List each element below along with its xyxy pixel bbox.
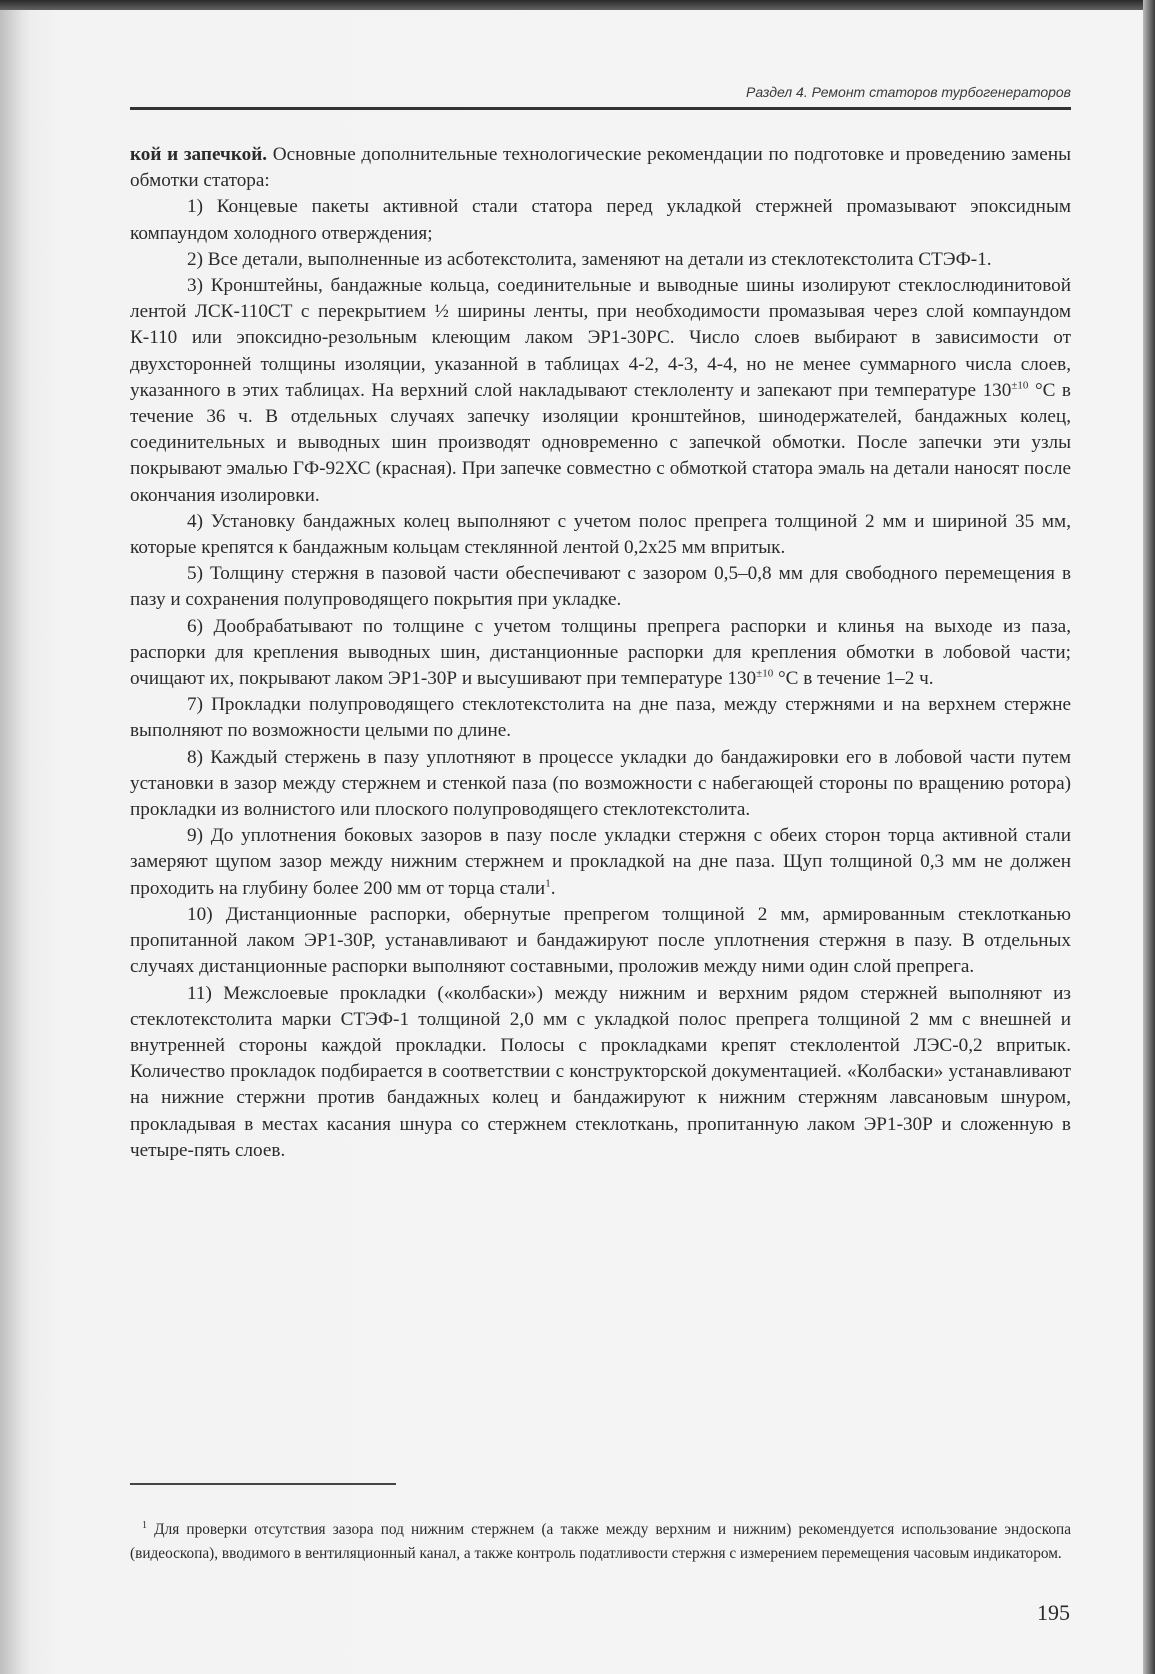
list-item-5: 5) Толщину стержня в пазовой части обеспечивают с зазором 0,5–0,8 мм для свободного перемещения в пазу и сохранения полупроводящего покрытия при укладке. xyxy=(130,563,1071,611)
scan-edge-right xyxy=(1143,0,1155,1674)
footnote-text: Для проверки отсутствия зазора под нижним стержнем (а также между верхним и нижним) рекомендуется использование эндоскопа (видеоскопа), вводимого в вентиляционный канал, а также контроль податливости стержня с измерением перемещения часовым индикатором. xyxy=(130,1521,1072,1562)
tolerance-superscript: ±10 xyxy=(756,667,774,680)
footnote xyxy=(130,1518,1071,1565)
footnote-rule xyxy=(130,1483,396,1485)
intro-text: Основные дополнительные технологические рекомендации по подготовке и проведению замены обмотки статора: xyxy=(130,144,1071,192)
footnote-mark: 1 xyxy=(142,1519,147,1531)
list-item-9: 9) До уплотнения боковых зазоров в пазу после укладки стержня с обеих сторон торца активной стали замеряют щупом зазор между нижним стержнем и прокладкой на дне паза. Щуп толщиной 0,3 мм не должен проходить на глубину более 200 мм от торца стали$^1$. xyxy=(130,825,1071,899)
list-item-11: 11) Межслоевые прокладки («колбаски») между нижним и верхним рядом стержней выполняют из стеклотекстолита марки СТЭФ-1 толщиной 2,0 мм с укладкой полос препрега толщиной 2 мм с внешней и внутренней стороны каждой прокладки. Полосы с прокладками крепят стеклолентой ЛЭС-0,2 впритык. Количество прокладок подбирается в соответствии с конструкторской документацией. «Колбаски» устанавливают на нижние стержни против бандажных колец и бандажируют к нижним стержням лавсановым шнуром, прокладывая в местах касания шнура со стержнем стеклоткань, пропитанную лаком ЭР1-30Р и сложенную в четыре-пять слоев. xyxy=(130,982,1071,1161)
header-rule xyxy=(130,107,1071,110)
list-item-8: 8) Каждый стержень в пазу уплотняют в процессе укладки до бандажировки его в лобовой части путем установки в зазор между стержнем и стенкой паза (по возможности с набегающей стороны по вращению ротора) прокладки из волнистого или плоского полупроводящего стеклотекстолита. xyxy=(130,746,1071,821)
book-page xyxy=(0,10,1143,1674)
main-text xyxy=(130,142,1071,1164)
intro-bold: кой и запечкой. xyxy=(130,144,268,165)
page-number: 195 xyxy=(1037,1600,1070,1625)
intro-paragraph xyxy=(130,142,1071,194)
list-item-3: 3) Кронштейны, бандажные кольца, соединительные и выводные шины изолируют стеклослюдинитовой лентой ЛСК-110СТ с перекрытием ½ ширины ленты, при необходимости промазывая через слой компаундом К-110 или эпоксидно-резольным клеющим лаком ЭР1-30РС. Число слоев выбирают в зависимости от двухсторонней толщины изоляции, указанной в таблицах 4-2, 4-3, 4-4, но не менее суммарного числа слоев, указанного в этих таблицах. На верхний слой накладывают стеклоленту и запекают при температуре $130^{\pm 10}$ °С в течение 36 ч. В отдельных случаях запечку изоляции кронштейнов, шинодержателей, бандажных колец, соединительных и выводных шин производят одновременно с запечкой обмотки. После запечки эти узлы покрывают эмалью ГФ-92ХС (красная). При запечке совместно с обмоткой статора эмаль на детали наносят после окончания изолировки. xyxy=(130,275,1071,506)
list-item-4: 4) Установку бандажных колец выполняют с учетом полос препрега толщиной 2 мм и шириной 35 мм, которые крепятся к бандажным кольцам стеклянной лентой 0,2х25 мм впритык. xyxy=(130,510,1071,559)
list-item-6: 6) Дообрабатывают по толщине с учетом толщины препрега распорки и клинья на выходе из паза, распорки для крепления выводных шин, дистанционные распорки для крепления обмотки в лобовой части; очищают их, покрывают лаком ЭР1-30Р и высушивают при температуре $130^{\pm 10}$ °С в течение 1–2 ч. xyxy=(130,615,1071,690)
list-item-10: 10) Дистанционные распорки, обернутые препрегом толщиной 2 мм, армированным стеклотканью пропитанной лаком ЭР1-30Р, устанавливают и бандажируют после уплотнения стержня в пазу. В отдельных случаях дистанционные распорки выполняют составными, проложив между ними один слой препрега. xyxy=(130,903,1071,978)
binding-shadow xyxy=(0,10,30,1674)
tolerance-superscript: ±10 xyxy=(1011,379,1029,392)
footnote-reference: 1 xyxy=(545,877,551,890)
list-item-2: 2) Все детали, выполненные из асботекстолита, заменяют на детали из стеклотекстолита СТЭФ-1. xyxy=(187,248,992,270)
list-item-1: 1) Концевые пакеты активной стали статора перед укладкой стержней промазывают эпоксидным компаундом холодного отверждения; xyxy=(130,196,1071,244)
list-item-7: 7) Прокладки полупроводящего стеклотекстолита на дне паза, между стержнями и на верхнем стержне выполняют по возможности целыми по длине. xyxy=(130,694,1071,742)
running-head: Раздел 4. Ремонт статоров турбогенераторов xyxy=(746,84,1071,100)
